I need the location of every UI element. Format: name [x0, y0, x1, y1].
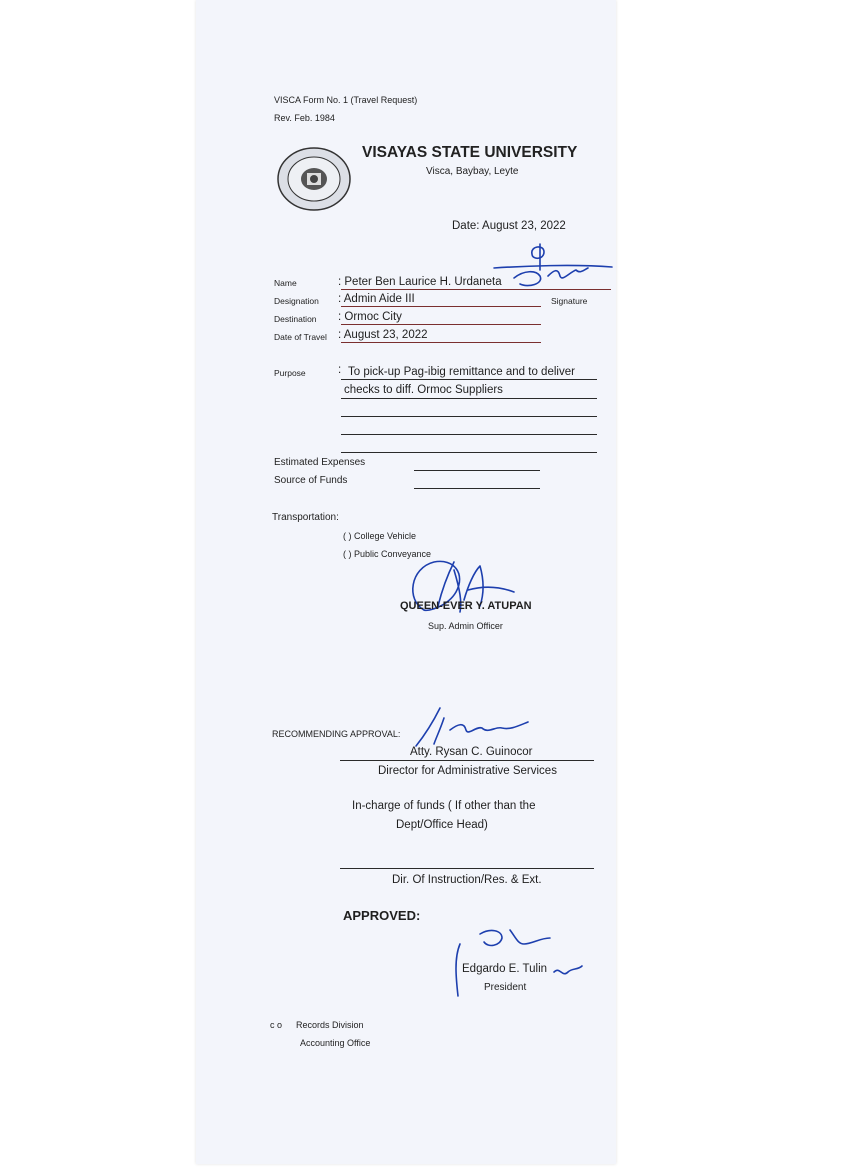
estimated-expenses-label: Estimated Expenses — [274, 457, 366, 468]
copy-furnished-label: c o — [270, 1020, 283, 1030]
purpose-underline-1 — [341, 379, 597, 380]
form-revision: Rev. Feb. 1984 — [274, 113, 335, 123]
purpose-underline-2 — [341, 398, 597, 399]
institution-name: VISAYAS STATE UNIVERSITY — [362, 144, 578, 161]
signature-label: Signature — [551, 296, 588, 306]
source-of-funds-underline — [414, 488, 540, 489]
designation-label: Designation — [274, 296, 319, 306]
recommending-approval-label: RECOMMENDING APPROVAL: — [272, 729, 401, 739]
purpose-underline-5 — [341, 452, 597, 453]
director-signature — [410, 700, 540, 752]
purpose-label: Purpose — [274, 368, 306, 378]
institution-address: Visca, Baybay, Leyte — [426, 166, 519, 177]
president-title: President — [484, 982, 527, 993]
form-number: VISCA Form No. 1 (Travel Request) — [274, 95, 418, 105]
in-charge-of-funds-line-1: In-charge of funds ( If other than the — [352, 800, 536, 812]
source-of-funds-label: Source of Funds — [274, 475, 348, 486]
copy-records-division: Records Division — [296, 1020, 364, 1030]
date-of-travel-label: Date of Travel — [274, 332, 327, 342]
transportation-label: Transportation: — [272, 512, 339, 523]
director-signature-line — [340, 760, 594, 761]
request-date: Date: August 23, 2022 — [452, 220, 566, 232]
designation-underline — [341, 306, 541, 307]
transport-option-public-conveyance: ( ) Public Conveyance — [343, 549, 432, 559]
estimated-expenses-underline — [414, 470, 540, 471]
officer-title: Sup. Admin Officer — [428, 621, 503, 631]
university-seal-logo — [276, 146, 352, 212]
date-of-travel-underline — [341, 342, 541, 343]
name-value: : Peter Ben Laurice H. Urdaneta — [338, 276, 502, 288]
destination-value: : Ormoc City — [338, 311, 402, 323]
designation-value: : Admin Aide III — [338, 293, 415, 305]
purpose-underline-4 — [341, 434, 597, 435]
transport-option-college-vehicle: ( ) College Vehicle — [343, 531, 417, 541]
purpose-underline-3 — [341, 416, 597, 417]
destination-underline — [341, 324, 541, 325]
instruction-signature-line — [340, 868, 594, 869]
director-title: Director for Administrative Services — [378, 765, 557, 777]
dir-instruction-title: Dir. Of Instruction/Res. & Ext. — [392, 874, 542, 886]
copy-accounting-office: Accounting Office — [300, 1038, 371, 1048]
purpose-line-1: To pick-up Pag-ibig remittance and to deliver — [348, 366, 575, 378]
purpose-line-2: checks to diff. Ormoc Suppliers — [344, 384, 503, 396]
director-name: Atty. Rysan C. Guinocor — [410, 746, 533, 758]
name-underline — [341, 289, 611, 290]
approved-label: APPROVED: — [343, 908, 421, 923]
officer-name: QUEEN-EVER Y. ATUPAN — [400, 600, 532, 612]
in-charge-of-funds-line-2: Dept/Office Head) — [396, 819, 488, 831]
date-of-travel-value: : August 23, 2022 — [338, 329, 428, 341]
name-label: Name — [274, 278, 297, 288]
purpose-colon: : — [338, 364, 342, 376]
president-name: Edgardo E. Tulin — [462, 963, 548, 975]
destination-label: Destination — [274, 314, 317, 324]
